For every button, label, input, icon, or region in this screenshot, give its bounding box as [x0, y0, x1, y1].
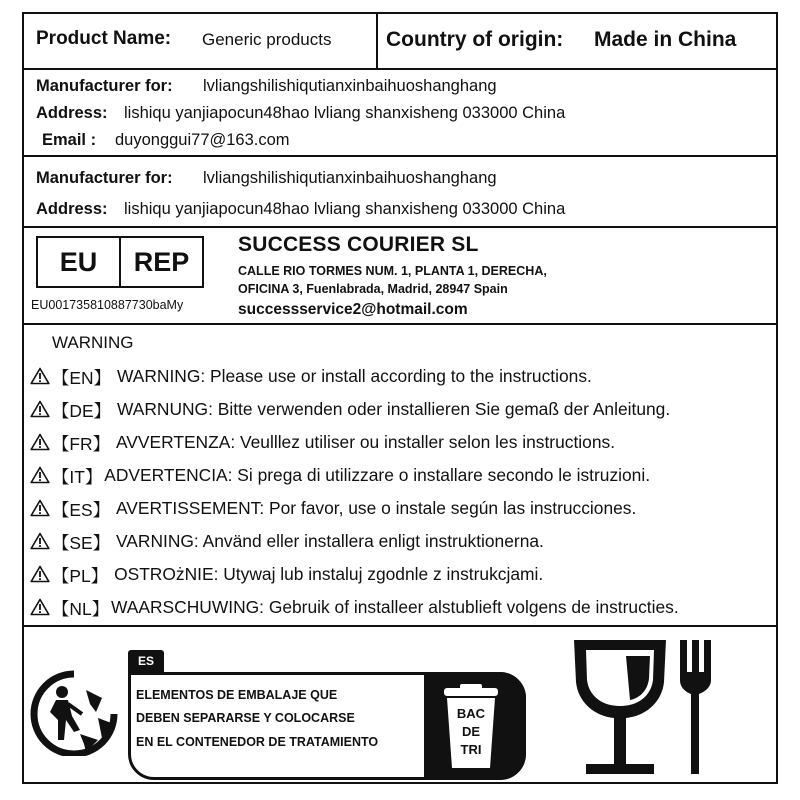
- warning-triangle-icon: [30, 433, 50, 451]
- product-name-value: Generic products: [202, 30, 332, 49]
- warning-row: [30, 530, 544, 552]
- address-value: lishiqu yanjiapocun48hao lvliang shanxisheng 033000 China: [124, 200, 566, 218]
- warning-triangle-icon: [30, 532, 50, 550]
- divider-line: [22, 323, 778, 325]
- recycling-text-line-1: ELEMENTOS DE EMBALAJE QUE: [136, 688, 338, 702]
- warning-lang-code: 【PL】: [52, 565, 109, 586]
- bin-text-de: DE: [461, 724, 481, 739]
- es-badge: ES: [128, 650, 164, 672]
- manufacturer-value: lvliangshilishiqutianxinbaihuoshanghang: [203, 169, 497, 187]
- rep-mark: REP: [119, 238, 202, 286]
- warning-triangle-icon: [30, 367, 50, 385]
- warning-lang-code: 【IT】: [52, 466, 103, 487]
- eu-rep-company: SUCCESS COURIER SL: [238, 233, 479, 256]
- country-origin-value: Made in China: [594, 28, 737, 51]
- manufacturer-value: lvliangshilishiqutianxinbaihuoshanghang: [203, 77, 497, 95]
- eu-mark: EU: [59, 246, 98, 277]
- warning-lang-code: 【ES】: [52, 499, 110, 520]
- warning-row: [30, 563, 543, 585]
- warning-lang-code: 【FR】: [52, 433, 110, 454]
- eu-rep-email: successservice2@hotmail.com: [238, 301, 468, 318]
- warning-text: WARNUNG: Bitte verwenden oder installieren Sie gemaß der Anleitung.: [116, 398, 671, 419]
- warning-text: VARNING: Använd eller installera enligt instruktionerna.: [115, 530, 544, 551]
- recycling-text-line-3: EN EL CONTENEDOR DE TRATAMIENTO: [136, 735, 379, 749]
- warning-title: WARNING: [52, 333, 134, 352]
- divider-line: [22, 625, 778, 627]
- address-label: Address:: [36, 104, 108, 122]
- warning-triangle-icon: [30, 499, 50, 517]
- product-name-label: Product Name:: [36, 28, 172, 49]
- warning-text: AVERTISSEMENT: Por favor, use o instale según las instrucciones.: [115, 497, 637, 518]
- divider-line: [22, 68, 778, 70]
- warning-lang-code: 【EN】: [52, 367, 111, 388]
- warning-text: AVVERTENZA: Veulllez utiliser ou installer selon les instructions.: [115, 431, 616, 452]
- address-value: lishiqu yanjiapocun48hao lvliang shanxisheng 033000 China: [124, 104, 566, 122]
- country-origin-label: Country of origin:: [386, 28, 564, 51]
- warning-text: WARNING: Please use or install according to the instructions.: [116, 365, 592, 386]
- warning-triangle-icon: [30, 598, 50, 616]
- warning-triangle-icon: [30, 565, 50, 583]
- row-divider: [376, 12, 378, 68]
- warning-text: ADVERTENCIA: Si prega di utilizzare o installare secondo le istruzioni.: [104, 464, 651, 485]
- warning-row: [30, 596, 679, 618]
- email-value: duyonggui77@163.com: [115, 131, 290, 149]
- address-label: Address:: [36, 200, 108, 218]
- warning-lang-code: 【DE】: [52, 400, 111, 421]
- eu-rep-address-line-1: CALLE RIO TORMES NUM. 1, PLANTA 1, DERECHA,: [238, 264, 547, 278]
- divider-line: [22, 226, 778, 228]
- manufacturer-label: Manufacturer for:: [36, 169, 173, 187]
- warning-row: [30, 398, 670, 420]
- warning-text: OSTROżNIE: Utywaj lub instaluj zgodnle z instrukcjami.: [114, 563, 544, 584]
- bin-text-tri: TRI: [460, 742, 482, 757]
- warning-lang-code: 【SE】: [52, 532, 110, 553]
- warning-row: [30, 431, 615, 453]
- manufacturer-label: Manufacturer for:: [36, 77, 173, 95]
- warning-triangle-icon: [30, 400, 50, 418]
- recycling-bin-icon: [440, 684, 502, 772]
- eu-rep-box: [36, 236, 204, 288]
- warning-row: [30, 365, 592, 387]
- warning-row: [30, 464, 650, 486]
- warning-text: WAARSCHUWING: Gebruik of installeer alstublieft volgens de instructies.: [111, 596, 679, 617]
- divider-line: [22, 155, 778, 157]
- triman-recycle-icon: [28, 668, 120, 756]
- warning-triangle-icon: [30, 466, 50, 484]
- bin-text-bac: BAC: [456, 706, 486, 721]
- eu-rep-address-line-2: OFICINA 3, Fuenlabrada, Madrid, 28947 Spain: [238, 282, 508, 296]
- eu-rep-code: EU001735810887730baMy: [31, 298, 184, 312]
- food-safe-glass-fork-icon: [570, 636, 720, 780]
- email-label: Email :: [42, 131, 97, 149]
- warning-lang-code: 【NL】: [52, 598, 110, 619]
- recycling-text-line-2: DEBEN SEPARARSE Y COLOCARSE: [136, 711, 355, 725]
- warning-row: [30, 497, 636, 519]
